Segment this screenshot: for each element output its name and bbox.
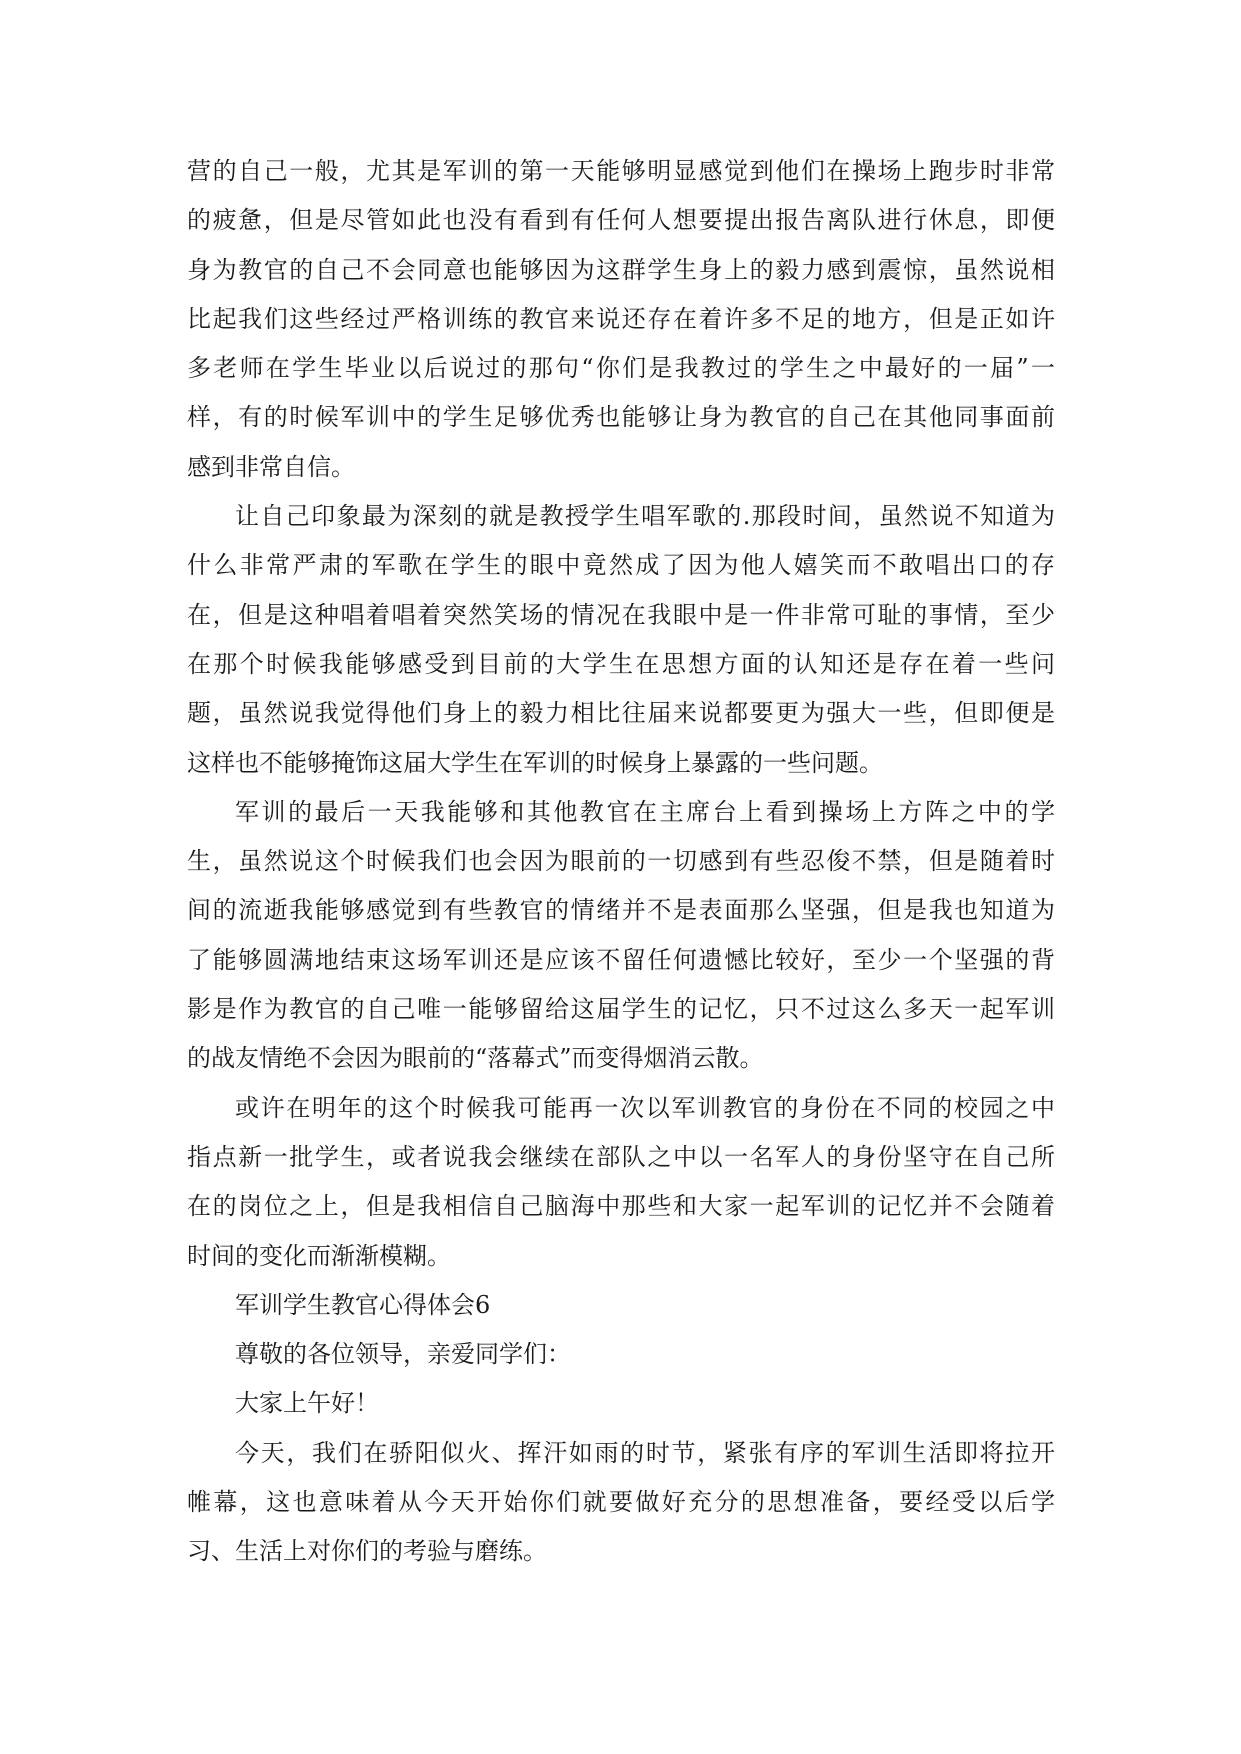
text-line: 今天，我们在骄阳似火、挥汗如雨的时节，紧张有序的军训生活即将拉开 [235,1438,1055,1467]
paragraph [187,1281,1055,1330]
text-line: 大家上午好！ [235,1389,379,1418]
document-body [187,147,1055,1577]
text-line: 帷幕，这也意味着从今天开始你们就要做好充分的思想准备，要经受以后学 [187,1488,1055,1517]
text-line: 尊敬的各位领导，亲爱同学们： [235,1340,571,1369]
text-line: 感到非常自信。 [187,452,355,481]
text-line: 在那个时候我能够感受到目前的大学生在思想方面的认知还是存在着一些问 [187,649,1055,678]
text-line: 军训的最后一天我能够和其他教官在主席台上看到操场上方阵之中的学 [235,797,1055,826]
text-line: 多老师在学生毕业以后说过的那句“你们是我教过的学生之中最好的一届”一 [187,354,1055,383]
text-line: 指点新一批学生，或者说我会继续在部队之中以一名军人的身份坚守在自己所 [187,1142,1055,1171]
text-line: 生，虽然说这个时候我们也会因为眼前的一切感到有些忍俊不禁，但是随着时 [187,847,1055,876]
text-line: 让自己印象最为深刻的就是教授学生唱军歌的.那段时间，虽然说不知道为 [235,502,1055,531]
paragraph [187,1084,1055,1281]
text-line: 影是作为教官的自己唯一能够留给这届学生的记忆，只不过这么多天一起军训 [187,995,1055,1024]
text-line: 营的自己一般，尤其是军训的第一天能够明显感觉到他们在操场上跑步时非常 [187,157,1055,185]
paragraph [187,1379,1055,1428]
text-line: 的战友情绝不会因为眼前的“落幕式”而变得烟消云散。 [187,1044,764,1073]
text-line: 身为教官的自己不会同意也能够因为这群学生身上的毅力感到震惊，虽然说相 [187,255,1055,284]
text-line: 这样也不能够掩饰这届大学生在军训的时候身上暴露的一些问题。 [187,748,883,777]
text-line: 样，有的时候军训中的学生足够优秀也能够让身为教官的自己在其他同事面前 [187,403,1055,432]
text-line: 时间的变化而渐渐模糊。 [187,1241,451,1270]
text-line: 题，虽然说我觉得他们身上的毅力相比往届来说都要更为强大一些，但即便是 [187,699,1055,728]
text-line: 间的流逝我能够感觉到有些教官的情绪并不是表面那么坚强，但是我也知道为 [187,896,1055,925]
paragraph [187,492,1055,788]
text-line: 的疲惫，但是尽管如此也没有看到有任何人想要提出报告离队进行休息，即便 [187,206,1055,235]
paragraph [187,1429,1055,1577]
text-line: 比起我们这些经过严格训练的教官来说还存在着许多不足的地方，但是正如许 [187,304,1055,333]
text-line: 了能够圆满地结束这场军训还是应该不留任何遗憾比较好，至少一个坚强的背 [187,945,1055,974]
text-line: 在，但是这种唱着唱着突然笑场的情况在我眼中是一件非常可耻的事情，至少 [187,600,1055,629]
text-line: 在的岗位之上，但是我相信自己脑海中那些和大家一起军训的记忆并不会随着 [187,1192,1055,1221]
paragraph [187,1330,1055,1379]
paragraph [187,788,1055,1084]
text-line: 或许在明年的这个时候我可能再一次以军训教官的身份在不同的校园之中 [235,1093,1055,1122]
paragraph [187,147,1055,492]
text-line: 习、生活上对你们的考验与磨练。 [187,1537,547,1566]
text-line: 军训学生教官心得体会6 [235,1290,491,1319]
text-line: 什么非常严肃的军歌在学生的眼中竟然成了因为他人嬉笑而不敢唱出口的存 [187,551,1055,580]
